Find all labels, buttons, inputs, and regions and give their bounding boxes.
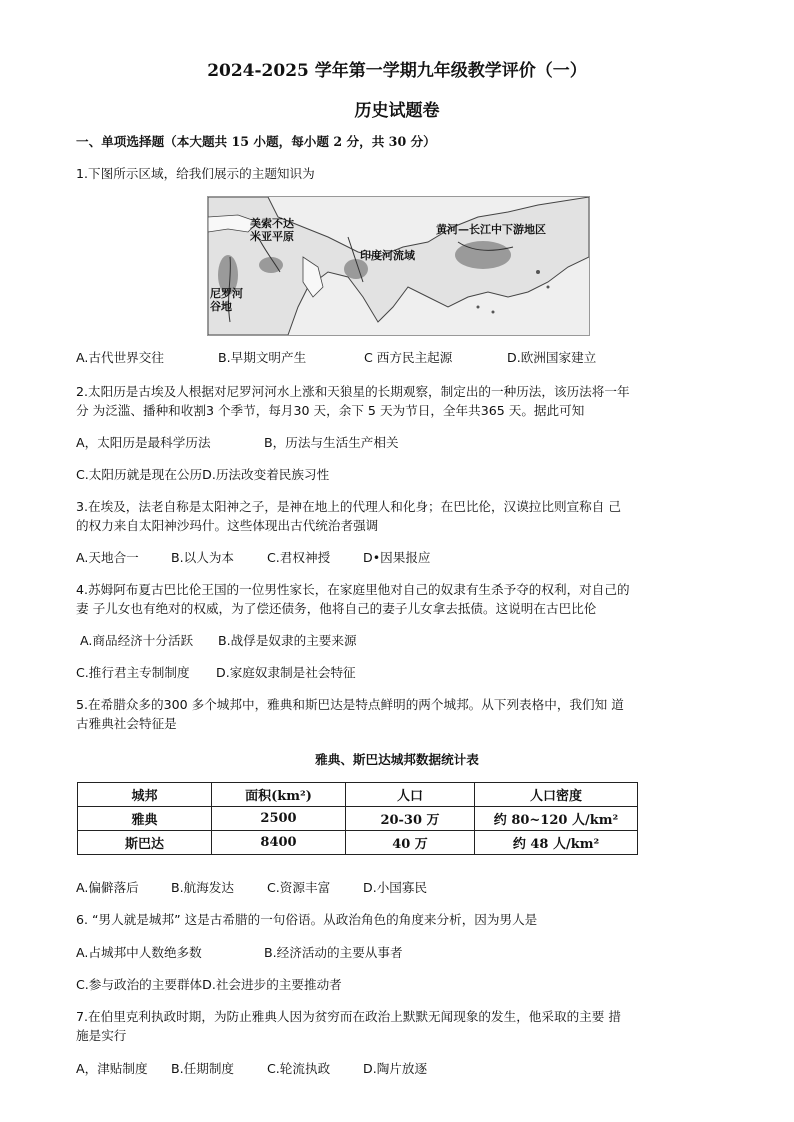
q5-table-title: 雅典、斯巴达城邦数据统计表 [315, 752, 479, 767]
table-cell: 2500 [212, 807, 346, 831]
q5-option-d[interactable]: D.小国寡民 [363, 880, 428, 895]
q4-options-line1 [80, 633, 357, 649]
q1-option-a[interactable]: A.古代世界交往 [76, 350, 164, 365]
table-header-cell: 城邦 [78, 783, 212, 807]
map-label-mesopotamia: 美索不达 米亚平原 [250, 217, 294, 243]
table-cell: 20-30 万 [346, 807, 475, 831]
map-label-nile: 尼罗河 谷地 [210, 287, 243, 313]
q5-stem-line1: 5.在希腊众多的300 多个城邦中，雅典和斯巴达是特点鲜明的两个城邦。从下列表格中，我们知 道 [76, 697, 624, 712]
city-state-data-table [77, 782, 638, 855]
q5-stem-line2: 古雅典社会特征是 [76, 716, 177, 731]
q7-options [76, 1061, 427, 1077]
q3-option-d[interactable]: D•因果报应 [363, 550, 431, 565]
table-cell: 斯巴达 [78, 831, 212, 855]
q6-options-line2[interactable]: C.参与政治的主要群体D.社会进步的主要推动者 [76, 977, 342, 992]
table-cell: 约 80~120 人/km² [475, 807, 638, 831]
q4-options-line2 [76, 665, 356, 681]
q2-options-line1 [76, 435, 399, 451]
q2-option-a[interactable]: A，太阳历是最科学历法 [76, 435, 211, 450]
q1-stem: 1.下图所示区域，给我们展示的主题知识为 [76, 166, 315, 181]
q4-option-c[interactable]: C.推行君主专制制度 [76, 665, 190, 680]
q7-option-c[interactable]: C.轮流执政 [267, 1061, 331, 1076]
q3-option-b[interactable]: B.以人为本 [171, 550, 235, 565]
table-cell: 约 48 人/km² [475, 831, 638, 855]
q2-stem-line2: 分 为泛滥、播种和收割3 个季节，每月30 天，余下 5 天为节日，全年共365 天。据此可知 [76, 403, 585, 418]
exam-title: 2024-2025 学年第一学期九年级教学评价（一） [207, 61, 587, 81]
map-label-indus: 印度河流域 [360, 249, 415, 262]
q1-option-d[interactable]: D.欧洲国家建立 [507, 350, 597, 365]
q4-option-a[interactable]: A.商品经济十分活跃 [80, 633, 194, 648]
section-heading: 一、单项选择题（本大题共 15 小题，每小题 2 分，共 30 分） [76, 134, 436, 149]
table-header-cell: 人口 [346, 783, 475, 807]
q3-stem-line2: 的权力来自太阳神沙玛什。这些体现出古代统治者强调 [76, 518, 379, 533]
exam-subtitle: 历史试题卷 [354, 101, 440, 121]
q7-option-d[interactable]: D.陶片放逐 [363, 1061, 428, 1076]
table-cell: 8400 [212, 831, 346, 855]
q3-stem-line1: 3.在埃及，法老自称是太阳神之子，是神在地上的代理人和化身；在巴比伦，汉谟拉比则宣称自 己 [76, 499, 621, 514]
table-cell: 雅典 [78, 807, 212, 831]
q4-stem-line1: 4.苏姆阿布夏古巴比伦王国的一位男性家长，在家庭里他对自己的奴隶有生杀予夺的权利，对自己的 [76, 582, 630, 597]
q2-option-b[interactable]: B，历法与生活生产相关 [264, 435, 399, 450]
q3-options [76, 550, 431, 566]
q6-option-a[interactable]: A.占城邦中人数绝多数 [76, 945, 202, 960]
table-row [78, 831, 638, 855]
table-row [78, 807, 638, 831]
q6-stem: 6. “男人就是城邦” 这是古希腊的一句俗语。从政治角色的角度来分析，因为男人是 [76, 912, 538, 927]
ancient-civilizations-map [207, 196, 590, 336]
q7-stem-line1: 7.在伯里克利执政时期，为防止雅典人因为贫穷而在政治上默默无闻现象的发生，他采取的主要 措 [76, 1009, 621, 1024]
table-header-row [78, 783, 638, 807]
q1-option-c[interactable]: C 西方民主起源 [364, 350, 453, 365]
table-cell: 40 万 [346, 831, 475, 855]
q3-option-a[interactable]: A.天地合一 [76, 550, 139, 565]
table-header-cell: 人口密度 [475, 783, 638, 807]
q6-option-b[interactable]: B.经济活动的主要从事者 [264, 945, 403, 960]
q2-options-line2[interactable]: C.太阳历就是现在公历D.历法改变着民族习性 [76, 467, 330, 482]
q3-option-c[interactable]: C.君权神授 [267, 550, 331, 565]
map-label-yellow-yangtze: 黄河—长江中下游地区 [436, 223, 546, 236]
q5-option-c[interactable]: C.资源丰富 [267, 880, 331, 895]
q5-option-a[interactable]: A.偏僻落后 [76, 880, 139, 895]
q1-option-b[interactable]: B.早期文明产生 [218, 350, 307, 365]
q1-options [76, 350, 596, 366]
q5-option-b[interactable]: B.航海发达 [171, 880, 235, 895]
q7-stem-line2: 施是实行 [76, 1028, 127, 1043]
table-header-cell: 面积(km²) [212, 783, 346, 807]
q2-stem-line1: 2.太阳历是古埃及人根据对尼罗河河水上涨和天狼星的长期观察，制定出的一种历法，该历法将一年 [76, 384, 630, 399]
q7-option-b[interactable]: B.任期制度 [171, 1061, 235, 1076]
q5-options [76, 880, 427, 896]
q6-options-line1 [76, 945, 403, 961]
q4-stem-line2: 妻 子儿女也有绝对的权威，为了偿还债务，他将自己的妻子儿女拿去抵债。这说明在古巴比伦 [76, 601, 597, 616]
q4-option-d[interactable]: D.家庭奴隶制是社会特征 [216, 665, 356, 680]
q4-option-b[interactable]: B.战俘是奴隶的主要来源 [218, 633, 357, 648]
q7-option-a[interactable]: A，津贴制度 [76, 1061, 148, 1076]
